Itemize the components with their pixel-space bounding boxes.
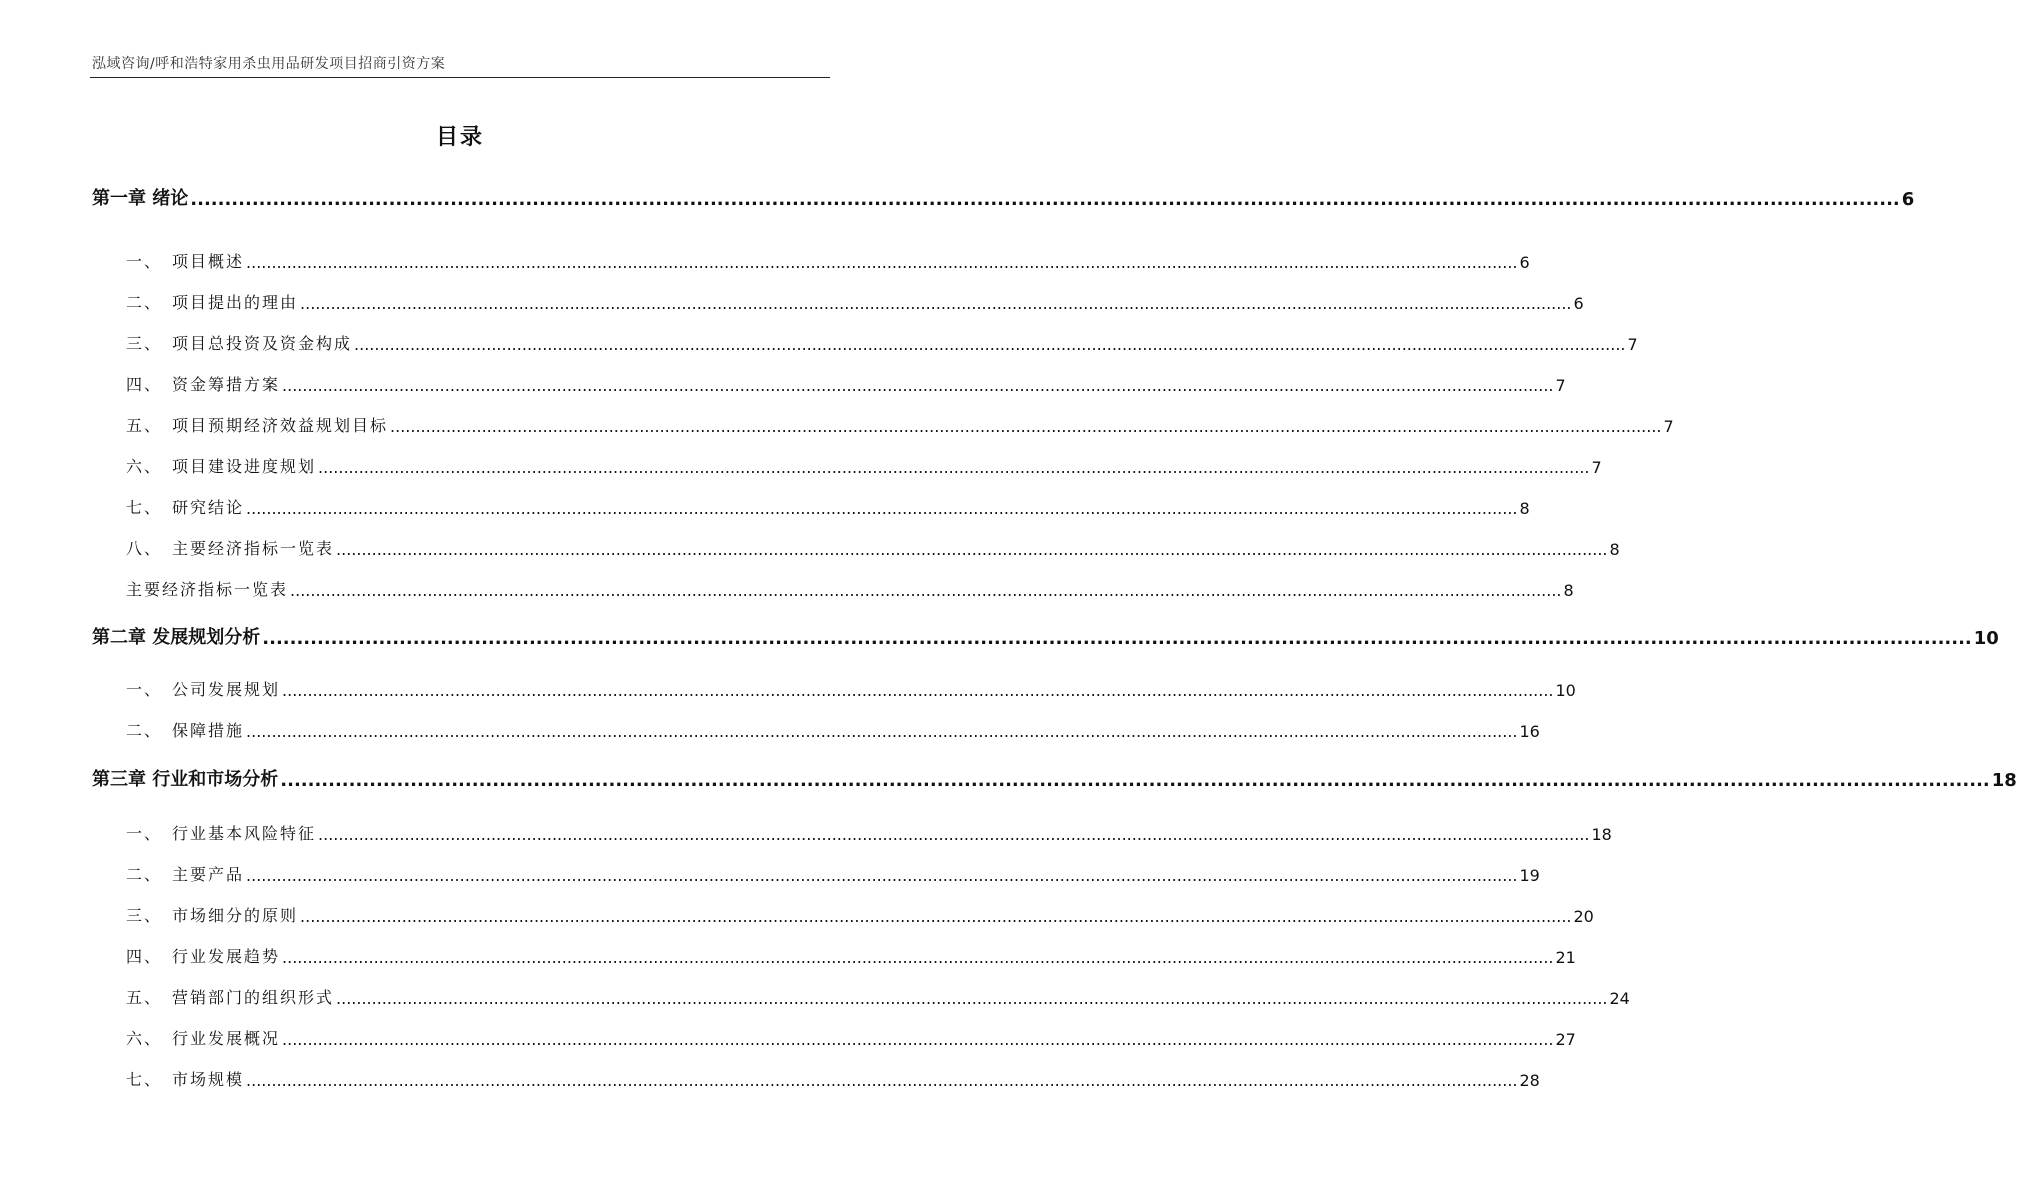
- toc-page-number: 8: [1609, 540, 1620, 559]
- toc-entry-label: [126, 862, 246, 885]
- toc-entry-text: 行业发展概况: [172, 1029, 281, 1048]
- toc-leader: ..........................................................................................................................................................................................................................................................: [190, 189, 1900, 210]
- toc-entry-number: 二、: [126, 721, 163, 740]
- toc-page-number: 18: [1991, 770, 2017, 791]
- toc-entry-number: 二、: [126, 293, 163, 312]
- header-rule: [90, 77, 830, 78]
- toc-section[interactable]: [126, 937, 1576, 967]
- toc-entry-label: [126, 413, 390, 436]
- toc-entry-label: 第一章 绪论: [92, 188, 189, 209]
- toc-leader: ..........................................................................................................................................................................................................................................................: [246, 1071, 1518, 1090]
- toc-page-number: 27: [1555, 1030, 1576, 1049]
- toc-page-number: 21: [1555, 948, 1576, 967]
- toc-entry-label: [126, 372, 282, 395]
- toc-entry-label: [126, 536, 336, 559]
- toc-entry-number: 一、: [126, 824, 163, 843]
- toc-entry-label: 第三章 行业和市场分析: [92, 769, 279, 790]
- toc-page-number: 7: [1663, 417, 1674, 436]
- toc-entry-text: 公司发展规划: [172, 680, 281, 699]
- toc-entry-number: 七、: [126, 498, 163, 517]
- toc-entry-number: 六、: [126, 1029, 163, 1048]
- toc-section[interactable]: [126, 324, 1638, 354]
- toc-leader: ..........................................................................................................................................................................................................................................................: [262, 628, 1972, 649]
- toc-leader: ..........................................................................................................................................................................................................................................................: [290, 581, 1562, 600]
- toc-entry-label: 第二章 发展规划分析: [92, 627, 261, 648]
- toc-section[interactable]: [126, 365, 1566, 395]
- toc-entry-label: [126, 577, 290, 600]
- toc-page-number: 16: [1519, 722, 1540, 741]
- toc-leader: ..........................................................................................................................................................................................................................................................: [318, 458, 1590, 477]
- toc-page-number: 6: [1573, 294, 1584, 313]
- toc-entry-number: 二、: [126, 865, 163, 884]
- toc-leader: ..........................................................................................................................................................................................................................................................: [336, 540, 1608, 559]
- toc-chapter-1[interactable]: [92, 180, 1915, 210]
- toc-page-number: 19: [1519, 866, 1540, 885]
- toc-section[interactable]: [126, 1019, 1576, 1049]
- toc-entry-text: 项目总投资及资金构成: [172, 334, 353, 353]
- toc-section[interactable]: [126, 242, 1530, 272]
- toc-section[interactable]: [126, 406, 1674, 436]
- toc-entry-text: 项目提出的理由: [172, 293, 299, 312]
- toc-page-number: 20: [1573, 907, 1594, 926]
- toc-page-number: 18: [1591, 825, 1612, 844]
- toc-section[interactable]: [126, 447, 1602, 477]
- toc-entry-number: 五、: [126, 988, 163, 1007]
- toc-chapter-3[interactable]: [92, 761, 2017, 791]
- toc-entry-label: [126, 454, 318, 477]
- toc-chapter-2[interactable]: [92, 619, 1999, 649]
- toc-page-number: 8: [1563, 581, 1574, 600]
- toc-section[interactable]: [126, 488, 1530, 518]
- toc-entry-number: 一、: [126, 252, 163, 271]
- toc-page-number: 8: [1519, 499, 1530, 518]
- toc-section[interactable]: [126, 978, 1630, 1008]
- toc-page-number: 10: [1555, 681, 1576, 700]
- toc-leader: ..........................................................................................................................................................................................................................................................: [300, 907, 1572, 926]
- toc-entry-text: 主要经济指标一览表: [172, 539, 335, 558]
- toc-leader: ..........................................................................................................................................................................................................................................................: [246, 253, 1518, 272]
- toc-entry-text: 行业发展趋势: [172, 947, 281, 966]
- toc-entry-text: 市场细分的原则: [172, 906, 299, 925]
- toc-entry-label: [126, 985, 336, 1008]
- toc-entry-label: [126, 331, 354, 354]
- toc-leader: ..........................................................................................................................................................................................................................................................: [282, 948, 1554, 967]
- toc-leader: ..........................................................................................................................................................................................................................................................: [280, 770, 1990, 791]
- toc-entry-number: 三、: [126, 334, 163, 353]
- toc-entry-text: 项目建设进度规划: [172, 457, 317, 476]
- toc-section[interactable]: [126, 529, 1620, 559]
- toc-entry-number: 四、: [126, 947, 163, 966]
- toc-section[interactable]: [126, 670, 1576, 700]
- toc-entry-label: [126, 495, 246, 518]
- toc-leader: ..........................................................................................................................................................................................................................................................: [354, 335, 1626, 354]
- toc-entry-text: 资金筹措方案: [172, 375, 281, 394]
- toc-entry-number: 四、: [126, 375, 163, 394]
- toc-leader: ..........................................................................................................................................................................................................................................................: [246, 722, 1518, 741]
- toc-entry-label: [126, 290, 300, 313]
- toc-entry-text: 研究结论: [172, 498, 245, 517]
- toc-leader: ..........................................................................................................................................................................................................................................................: [390, 417, 1662, 436]
- toc-section[interactable]: [126, 711, 1540, 741]
- toc-page-number: 6: [1901, 189, 1915, 210]
- toc-leader: ..........................................................................................................................................................................................................................................................: [282, 376, 1554, 395]
- toc-entry-number: 三、: [126, 906, 163, 925]
- toc-leader: ..........................................................................................................................................................................................................................................................: [282, 681, 1554, 700]
- toc-entry-text: 主要产品: [172, 865, 245, 884]
- toc-entry-number: 一、: [126, 680, 163, 699]
- toc-entry-number: 八、: [126, 539, 163, 558]
- toc-entry-number: 七、: [126, 1070, 163, 1089]
- toc-title: 目录: [435, 125, 484, 150]
- toc-leader: ..........................................................................................................................................................................................................................................................: [282, 1030, 1554, 1049]
- toc-entry-label: [126, 903, 300, 926]
- toc-entry-text: 项目概述: [172, 252, 245, 271]
- toc-entry-text: 项目预期经济效益规划目标: [172, 416, 389, 435]
- toc-entry-text: 市场规模: [172, 1070, 245, 1089]
- toc-leader: ..........................................................................................................................................................................................................................................................: [318, 825, 1590, 844]
- toc-entry-label: [126, 677, 282, 700]
- toc-leader: ..........................................................................................................................................................................................................................................................: [336, 989, 1608, 1008]
- toc-entry-label: [126, 944, 282, 967]
- toc-page-number: 10: [1973, 628, 1999, 649]
- toc-entry-label: [126, 718, 246, 741]
- toc-entry-text: 营销部门的组织形式: [172, 988, 335, 1007]
- toc-entry-number: 六、: [126, 457, 163, 476]
- toc-page-number: 7: [1591, 458, 1602, 477]
- toc-section[interactable]: [126, 896, 1594, 926]
- toc-entry-number: 五、: [126, 416, 163, 435]
- toc-section[interactable]: [126, 1060, 1540, 1090]
- toc-entry-label: [126, 1026, 282, 1049]
- toc-section[interactable]: [126, 570, 1574, 600]
- running-header: 泓域咨询/呼和浩特家用杀虫用品研发项目招商引资方案: [92, 56, 446, 72]
- toc-page-number: 7: [1627, 335, 1638, 354]
- toc-entry-label: [126, 249, 246, 272]
- toc-entry-label: [126, 821, 318, 844]
- toc-section[interactable]: [126, 814, 1612, 844]
- toc-entry-label: [126, 1067, 246, 1090]
- toc-leader: ..........................................................................................................................................................................................................................................................: [246, 866, 1518, 885]
- toc-entry-text: 保障措施: [172, 721, 245, 740]
- toc-page-number: 24: [1609, 989, 1630, 1008]
- toc-page-number: 7: [1555, 376, 1566, 395]
- toc-leader: ..........................................................................................................................................................................................................................................................: [246, 499, 1518, 518]
- toc-page-number: 6: [1519, 253, 1530, 272]
- toc-section[interactable]: [126, 855, 1540, 885]
- toc-section[interactable]: [126, 283, 1584, 313]
- toc-page-number: 28: [1519, 1071, 1540, 1090]
- toc-leader: ..........................................................................................................................................................................................................................................................: [300, 294, 1572, 313]
- toc-entry-text: 行业基本风险特征: [172, 824, 317, 843]
- toc-entry-text: 主要经济指标一览表: [126, 580, 289, 599]
